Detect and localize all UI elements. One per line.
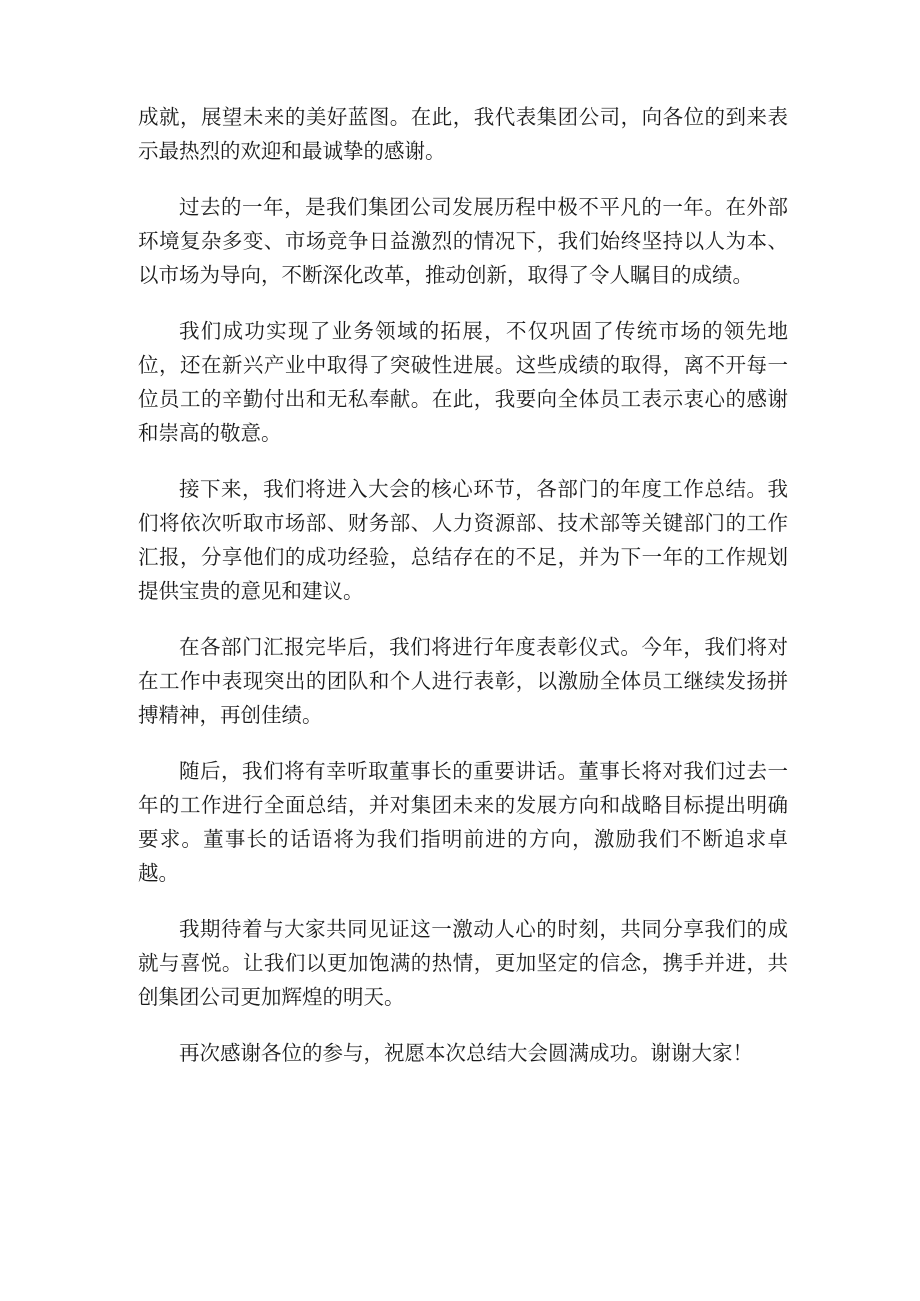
paragraph-8: 再次感谢各位的参与，祝愿本次总结大会圆满成功。谢谢大家！ xyxy=(179,1041,753,1065)
paragraph-5: 在各部门汇报完毕后，我们将进行年度表彰仪式。今年，我们将对在工作中表现突出的团队和个人进行表彰，以激励全体员工继续发扬拼搏精神，再创佳绩。 xyxy=(138,635,788,727)
paragraph-1: 成就，展望未来的美好蓝图。在此，我代表集团公司，向各位的到来表示最热烈的欢迎和最诚挚的感谢。 xyxy=(138,105,788,163)
document-body xyxy=(138,100,788,1092)
paragraph-4: 接下来，我们将进入大会的核心环节，各部门的年度工作总结。我们将依次听取市场部、财务部、人力资源部、技术部等关键部门的工作汇报，分享他们的成功经验，总结存在的不足，并为下一年的工作规划提供宝贵的意见和建议。 xyxy=(138,477,788,603)
paragraph-3: 我们成功实现了业务领域的拓展，不仅巩固了传统市场的领先地位，还在新兴产业中取得了突破性进展。这些成绩的取得，离不开每一位员工的辛勤付出和无私奉献。在此，我要向全体员工表示衷心的感谢和崇高的敬意。 xyxy=(138,319,788,445)
paragraph-6: 随后，我们将有幸听取董事长的重要讲话。董事长将对我们过去一年的工作进行全面总结，并对集团未来的发展方向和战略目标提出明确要求。董事长的话语将为我们指明前进的方向，激励我们不断追求卓越。 xyxy=(138,759,788,885)
paragraph-7: 我期待着与大家共同见证这一激动人心的时刻，共同分享我们的成就与喜悦。让我们以更加饱满的热情，更加坚定的信念，携手并进，共创集团公司更加辉煌的明天。 xyxy=(138,917,788,1009)
paragraph-2: 过去的一年，是我们集团公司发展历程中极不平凡的一年。在外部环境复杂多变、市场竞争日益激烈的情况下，我们始终坚持以人为本、以市场为导向，不断深化改革，推动创新，取得了令人瞩目的成绩。 xyxy=(138,195,788,287)
